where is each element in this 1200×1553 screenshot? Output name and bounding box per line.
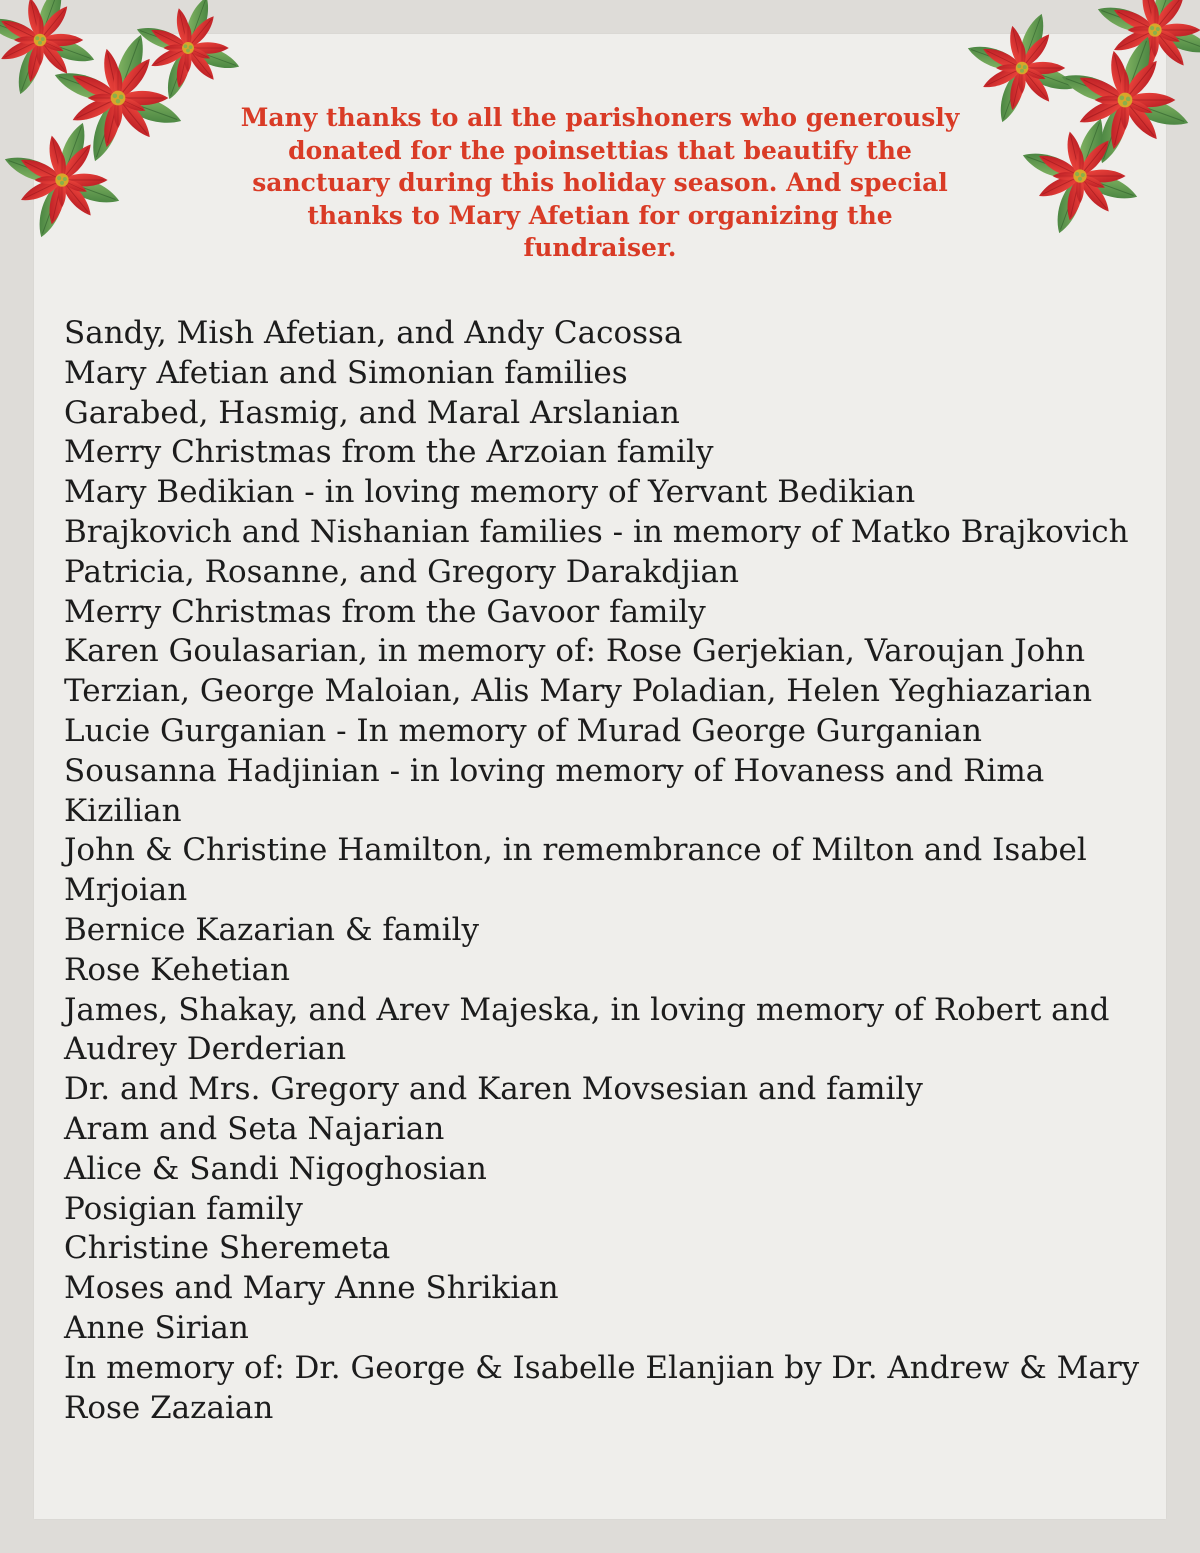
- thanks-message: Many thanks to all the parishoners who generously donated for the poinsettias that beautify the sanctuary during this holiday season. And special thanks to Mary Afetian for organizing the fundraiser.: [240, 103, 960, 262]
- donor-entry: Mary Afetian and Simonian families: [64, 354, 628, 391]
- donor-entry: Christine Sheremeta: [64, 1230, 391, 1267]
- donor-entry: Anne Sirian: [64, 1309, 249, 1346]
- donor-entry: James, Shakay, and Arev Majeska, in loving memory of Robert and Audrey Derderian: [64, 991, 1110, 1068]
- donor-entry: Moses and Mary Anne Shrikian: [64, 1270, 559, 1307]
- poinsettia-top-left-icon: [0, 0, 240, 250]
- donor-entry: Patricia, Rosanne, and Gregory Darakdjian: [64, 553, 739, 590]
- donor-entry: John & Christine Hamilton, in remembrance of Milton and Isabel Mrjoian: [64, 832, 1087, 909]
- donor-entry: Alice & Sandi Nigoghosian: [64, 1150, 487, 1187]
- donor-entry: Aram and Seta Najarian: [64, 1110, 445, 1147]
- donor-entry: Lucie Gurganian - In memory of Murad George Gurganian: [64, 712, 982, 749]
- donor-entry: Garabed, Hasmig, and Maral Arslanian: [64, 394, 680, 431]
- donor-entry: Sousanna Hadjinian - in loving memory of Hovaness and Rima Kizilian: [64, 752, 1045, 829]
- donor-entry: Bernice Kazarian & family: [64, 911, 480, 948]
- donor-entry: Mary Bedikian - in loving memory of Yervant Bedikian: [64, 474, 916, 511]
- donor-entry: Rose Kehetian: [64, 951, 290, 988]
- donor-entry: Merry Christmas from the Gavoor family: [64, 593, 706, 630]
- donor-list: [64, 314, 1144, 1428]
- donor-entry: Brajkovich and Nishanian families - in memory of Matko Brajkovich: [64, 513, 1129, 550]
- donor-entry: Karen Goulasarian, in memory of: Rose Gerjekian, Varoujan John Terzian, George Maloian, Alis Mary Poladian, Helen Yeghiazarian: [64, 633, 1093, 710]
- donor-entry: Sandy, Mish Afetian, and Andy Cacossa: [64, 315, 683, 351]
- donor-entry: Merry Christmas from the Arzoian family: [64, 434, 714, 471]
- donor-entry: Dr. and Mrs. Gregory and Karen Movsesian and family: [64, 1071, 923, 1108]
- donor-entry: In memory of: Dr. George & Isabelle Elanjian by Dr. Andrew & Mary Rose Zazaian: [64, 1349, 1140, 1426]
- donor-entry: Posigian family: [64, 1190, 303, 1227]
- poinsettia-top-right-icon: [950, 0, 1200, 250]
